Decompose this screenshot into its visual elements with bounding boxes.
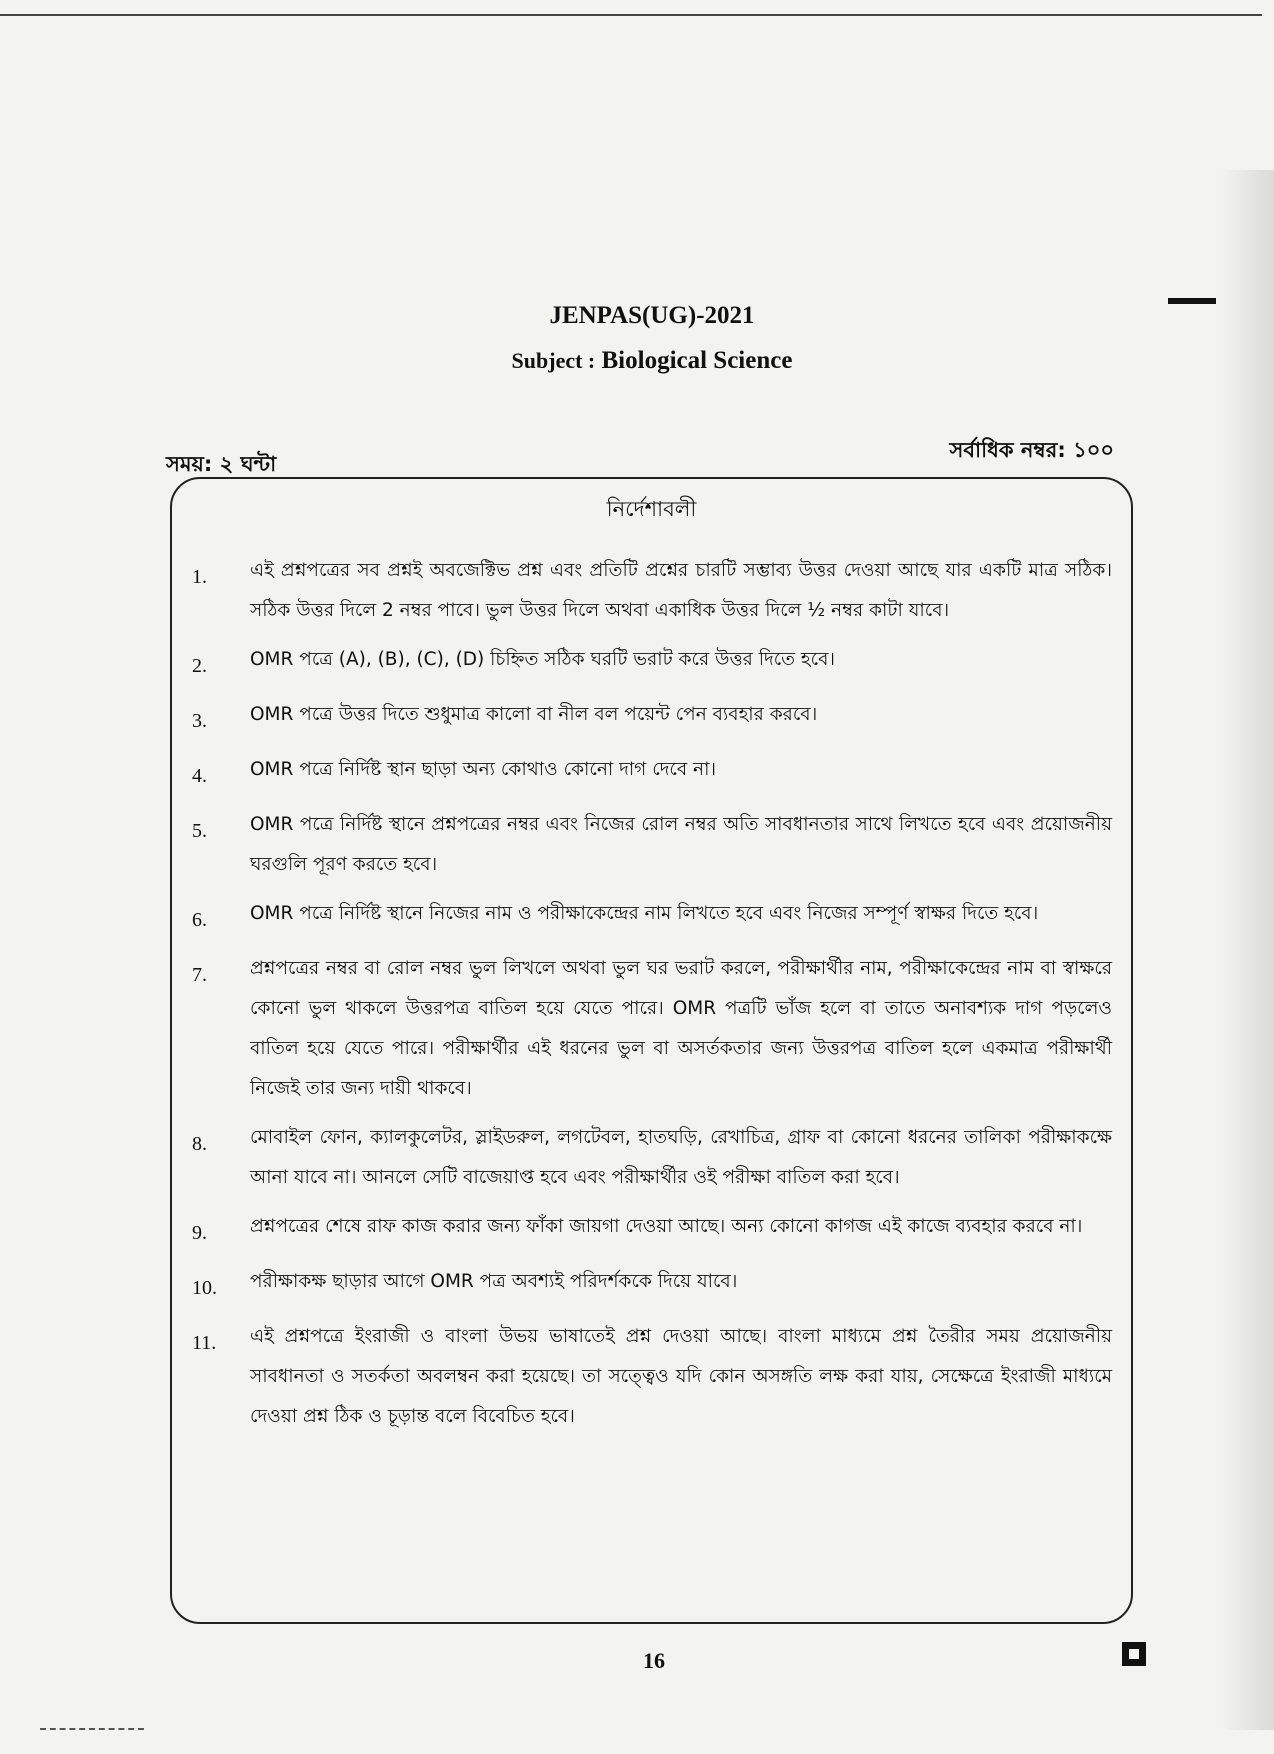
subject-value: Biological Science [601, 347, 793, 374]
instruction-number: 5. [192, 820, 207, 842]
instruction-item [192, 640, 1112, 686]
instruction-number: 6. [192, 909, 207, 931]
instructions-list [192, 551, 1112, 1446]
instruction-number: 10. [192, 1277, 217, 1299]
bottom-dash [40, 1728, 144, 1730]
page-number: 16 [643, 1648, 665, 1673]
instructions-heading: নির্দেশাবলী [606, 497, 697, 521]
instruction-number: 1. [192, 566, 207, 588]
subject-label: Subject : [511, 348, 596, 373]
instruction-number: 3. [192, 710, 207, 732]
exam-title: JENPAS(UG)-2021 [549, 302, 755, 329]
instruction-item [192, 695, 1112, 741]
instruction-text: এই প্রশ্নপত্রের সব প্রশ্নই অবজেক্টিভ প্রশ্ন এবং প্রতিটি প্রশ্নের চারটি সম্ভাব্য উত্তর দেওয়া আছে যার একটি মাত্র সঠিক। সঠিক উত্তর দিলে 2 নম্বর পাবে। ভুল উত্তর দিলে অথবা একাধিক উত্তর দিলে ½ নম্বর কাটা যাবে। [250, 560, 1112, 621]
top-rule [0, 14, 1262, 16]
time-allowed: সময়: ২ ঘন্টা [166, 452, 277, 476]
scan-right-edge [1220, 170, 1274, 1730]
instruction-text: এই প্রশ্নপত্রে ইংরাজী ও বাংলা উভয় ভাষাতেই প্রশ্ন দেওয়া আছে। বাংলা মাধ্যমে প্রশ্ন তৈরীর সময় প্রয়োজনীয় সাবধানতা ও সতর্কতা অবলম্বন করা হয়েছে। তা সত্ত্বেও যদি কোন অসঙ্গতি লক্ষ করা যায়, সেক্ষেত্রে ইংরাজী মাধ্যমে দেওয়া প্রশ্ন ঠিক ও চূড়ান্ত বলে বিবেচিত হবে। [250, 1326, 1112, 1427]
instruction-number: 2. [192, 655, 207, 677]
instruction-number: 11. [192, 1332, 217, 1354]
instruction-item [192, 750, 1112, 796]
instruction-item [192, 1262, 1112, 1308]
corner-square-icon [1122, 1642, 1146, 1666]
instruction-number: 9. [192, 1222, 207, 1244]
instruction-text: OMR পত্রে নির্দিষ্ট স্থানে নিজের নাম ও পরীক্ষাকেন্দ্রের নাম লিখতে হবে এবং নিজের সম্পূর্ণ স্বাক্ষর দিতে হবে। [250, 903, 1039, 924]
instruction-text: OMR পত্রে নির্দিষ্ট স্থান ছাড়া অন্য কোথাও কোনো দাগ দেবে না। [250, 759, 717, 780]
instruction-text: OMR পত্রে নির্দিষ্ট স্থানে প্রশ্নপত্রের নম্বর এবং নিজের রোল নম্বর অতি সাবধানতার সাথে লিখতে হবে এবং প্রয়োজনীয় ঘরগুলি পূরণ করতে হবে। [250, 814, 1112, 875]
instruction-number: 8. [192, 1133, 207, 1155]
instructions-box [170, 477, 1133, 1624]
instruction-item [192, 1118, 1112, 1198]
instruction-text: OMR পত্রে (A), (B), (C), (D) চিহ্নিত সঠিক ঘরটি ভরাট করে উত্তর দিতে হবে। [250, 649, 835, 670]
instruction-item [192, 949, 1112, 1109]
instruction-text: প্রশ্নপত্রের শেষে রাফ কাজ করার জন্য ফাঁকা জায়গা দেওয়া আছে। অন্য কোনো কাগজ এই কাজে ব্যবহার করবে না। [250, 1216, 1083, 1237]
instruction-text: OMR পত্রে উত্তর দিতে শুধুমাত্র কালো বা নীল বল পয়েন্ট পেন ব্যবহার করবে। [250, 704, 818, 725]
max-marks: সর্বাধিক নম্বর: ১০০ [949, 438, 1114, 462]
instruction-item [192, 894, 1112, 940]
subject-line [0, 347, 1274, 375]
instruction-number: 4. [192, 765, 207, 787]
instruction-item [192, 1207, 1112, 1253]
instruction-text: মোবাইল ফোন, ক্যালকুলেটর, স্লাইডরুল, লগটেবল, হাতঘড়ি, রেখাচিত্র, গ্রাফ বা কোনো ধরনের তালিকা পরীক্ষাকক্ষে আনা যাবে না। আনলে সেটি বাজেয়াপ্ত হবে এবং পরীক্ষার্থীর ওই পরীক্ষা বাতিল করা হবে। [250, 1127, 1112, 1188]
instruction-text: প্রশ্নপত্রের নম্বর বা রোল নম্বর ভুল লিখলে অথবা ভুল ঘর ভরাট করলে, পরীক্ষার্থীর নাম, পরীক্ষাকেন্দ্রের নাম বা স্বাক্ষরে কোনো ভুল থাকলে উত্তরপত্র বাতিল হয়ে যেতে পারে। OMR পত্রটি ভাঁজ হলে বা তাতে অনাবশ্যক দাগ পড়লেও বাতিল হয়ে যেতে পারে। পরীক্ষার্থীর এই ধরনের ভুল বা অসর্তকতার জন্য উত্তরপত্র বাতিল হলে একমাত্র পরীক্ষার্থী নিজেই তার জন্য দায়ী থাকবে। [250, 958, 1112, 1099]
instruction-number: 7. [192, 964, 207, 986]
instruction-item [192, 551, 1112, 631]
instruction-item [192, 1317, 1112, 1437]
instruction-item [192, 805, 1112, 885]
instruction-text: পরীক্ষাকক্ষ ছাড়ার আগে OMR পত্র অবশ্যই পরিদর্শককে দিয়ে যাবে। [250, 1271, 738, 1292]
